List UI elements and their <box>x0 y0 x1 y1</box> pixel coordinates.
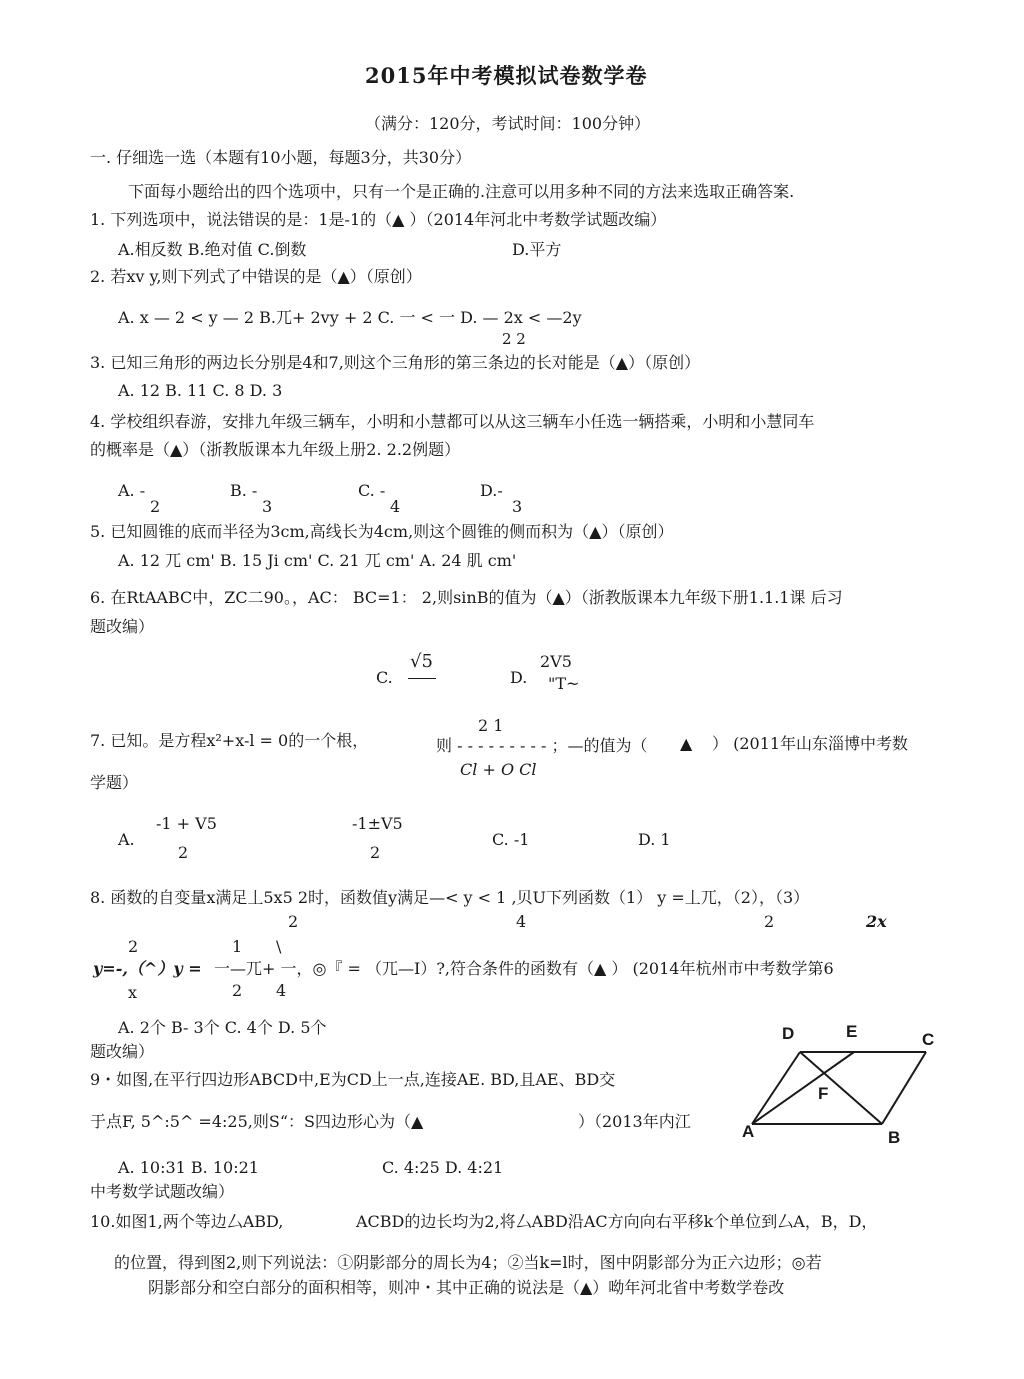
q6-option-c: C. <box>376 668 393 687</box>
q4-option-b: B. - <box>230 481 258 500</box>
q4-option-a-den: 2 <box>150 497 161 516</box>
q3-options: A. 12 B. 11 C. 8 D. 3 <box>118 381 283 400</box>
q9-options-cd: C. 4:25 D. 4:21 <box>382 1158 504 1177</box>
segment-cb <box>882 1052 926 1124</box>
segment-ad <box>752 1052 800 1124</box>
q8-num-2: 1 <box>232 937 243 956</box>
point-label-d: D <box>782 1024 795 1043</box>
q4-option-d-den: 3 <box>512 497 523 516</box>
q2-stem: 2. 若xv y,则下列式了中错误的是（▲）（原创） <box>90 267 422 286</box>
q8-line2-lead: y=-,（^）y = <box>93 959 202 978</box>
q6-stem-line2: 题改编） <box>90 617 155 636</box>
q8-options: A. 2个 B- 3个 C. 4个 D. 5个 <box>118 1018 327 1037</box>
q4-option-b-den: 3 <box>262 497 273 516</box>
q7-option-a-den: 2 <box>178 843 189 862</box>
q1-option-d: D.平方 <box>512 240 562 259</box>
q9-options-ab: A. 10:31 B. 10:21 <box>118 1158 259 1177</box>
q8-line2-rest: 一—兀+ 一，◎『 = （兀—I）?,符合条件的函数有（▲ ） (2014年杭州市中考数学第6 <box>214 959 834 978</box>
q4-option-c: C. - <box>358 481 386 500</box>
q8-bottom-3: 4 <box>276 981 287 1000</box>
q8-bottom-1: x <box>128 983 138 1002</box>
point-label-e: E <box>846 1022 858 1041</box>
q5-options: A. 12 兀 cm' B. 15 Ji cm' C. 21 兀 cm' A. 24 肌 cm' <box>118 551 517 570</box>
q8-num-3: \ <box>276 937 282 956</box>
q7-option-a-num: -1 + V5 <box>156 814 217 833</box>
q10-stem-line1b: ACBD的边长均为2,将厶ABD沿AC方向向右平移k个单位到厶A，B，D， <box>356 1212 878 1231</box>
q4-option-d: D.- <box>480 481 503 500</box>
point-label-c: C <box>922 1030 935 1049</box>
q7-cut-denominator: Cl + O Cl <box>460 760 537 779</box>
q9-stem-line2a: 于点F, 5^:5^ =4:25,则S“：S四边形心为（▲ <box>90 1112 424 1131</box>
section-heading: 一. 仔细选一选（本题有10小题，每题3分，共30分） <box>90 148 472 167</box>
q8-stem-line1: 8. 函数的自变量x满足丄5x5 2时，函数值y满足—< y < 1 ,贝U下列函数（1） y =丄兀，（2），（3） <box>90 888 810 907</box>
point-label-a: A <box>742 1122 755 1141</box>
q6-option-d: D. <box>510 668 528 687</box>
q6-option-c-num: √5 <box>410 651 433 672</box>
section-intro: 下面每小题给出的四个选项中，只有一个是正确的.注意可以用多种不同的方法来选取正确答案. <box>128 182 795 201</box>
q9-stem-line1: 9・如图,在平行四边形ABCD中,E为CD上一点,连接AE. BD,且AE、BD交 <box>90 1070 616 1089</box>
q7-middle: 则 - - - - - - - - - ；—的值为（ <box>436 736 648 755</box>
q7-option-c: C. -1 <box>492 830 530 849</box>
q7-fraction-top: 2 1 <box>478 716 504 735</box>
q9-stem-line3: 中考数学试题改编） <box>90 1182 235 1201</box>
q7-option-b-den: 2 <box>370 843 381 862</box>
q7-source: ） (2011年山东淄博中考数 <box>712 734 909 753</box>
q7-option-b-num: -1±V5 <box>352 814 403 833</box>
segment-bd <box>800 1052 882 1124</box>
segment-ae <box>752 1052 854 1124</box>
parallelogram-figure <box>730 1015 950 1150</box>
q6-option-d-num: 2V5 <box>540 652 572 671</box>
q3-stem: 3. 已知三角形的两边长分别是4和7,则这个三角形的第三条边的长对能是（▲）（原创） <box>90 353 701 372</box>
q6-option-d-den: "T~ <box>548 674 580 693</box>
q8-stem-line3: 题改编） <box>90 1042 155 1061</box>
q8-sub-den-2: 4 <box>516 912 527 931</box>
q7-lead: 7. 已知。是方程x²+x-l = 0的一个根， <box>90 731 369 750</box>
q9-stem-line2b: ）（2013年内江 <box>578 1112 691 1131</box>
q10-stem-line2: 的位置，得到图2,则下列说法：①阴影部分的周长为4；②当k=l时，图中阴影部分为正六边形；◎若 <box>114 1253 822 1272</box>
q7-answer-blank: ▲ <box>680 734 693 753</box>
q4-stem-line1: 4. 学校组织春游，安排九年级三辆车，小明和小慧都可以从这三辆车小任选一辆搭乘，小明和小慧同车 <box>90 412 815 431</box>
q7-stem-line2: 学题） <box>90 773 139 792</box>
q2-options: A. x — 2 < y — 2 B.兀+ 2vy + 2 C. 一 < 一 D. — 2x < —2y <box>118 308 582 327</box>
q1-options-abc: A.相反数 B.绝对值 C.倒数 <box>118 240 307 259</box>
q4-option-c-den: 4 <box>390 497 401 516</box>
page-title: 2015年中考模拟试卷数学卷 <box>365 63 648 88</box>
q7-option-a: A. <box>118 830 135 849</box>
q8-sub-den-4: 2x <box>866 912 887 931</box>
q8-sub-den-3: 2 <box>764 912 775 931</box>
q4-stem-line2: 的概率是（▲）（浙教版课本九年级上册2. 2.2例题） <box>90 440 461 459</box>
q6-option-c-fraction-bar <box>408 678 436 679</box>
q2-denominators: 2 2 <box>502 330 526 348</box>
q5-stem: 5. 已知圆锥的底而半径为3cm,高线长为4cm,则这个圆锥的侧而积为（▲）（原创） <box>90 522 674 541</box>
q8-num-1: 2 <box>128 937 139 956</box>
q6-stem-line1: 6. 在RtAABC中，ZC二90。，AC： BC=1： 2,则sinB的值为（▲）（浙教版课本九年级下册1.1.1课 后习 <box>90 588 843 607</box>
q8-sub-den-1: 2 <box>288 912 299 931</box>
q4-option-a: A. - <box>118 481 146 500</box>
point-label-b: B <box>888 1128 901 1147</box>
q8-bottom-2: 2 <box>232 981 243 1000</box>
q10-stem-line3: 阴影部分和空白部分的面积相等，则冲・其中正确的说法是（▲）呦年河北省中考数学卷改 <box>148 1278 785 1297</box>
point-label-f: F <box>818 1084 829 1103</box>
q1-stem: 1. 下列选项中，说法错误的是：1是-1的（▲ ）（2014年河北中考数学试题改编） <box>90 210 667 229</box>
page-subtitle: （满分：120分，考试时间：100分钟） <box>365 114 651 133</box>
q10-stem-line1a: 10.如图1,两个等边厶ABD, <box>90 1212 284 1231</box>
q7-option-d: D. 1 <box>638 830 671 849</box>
